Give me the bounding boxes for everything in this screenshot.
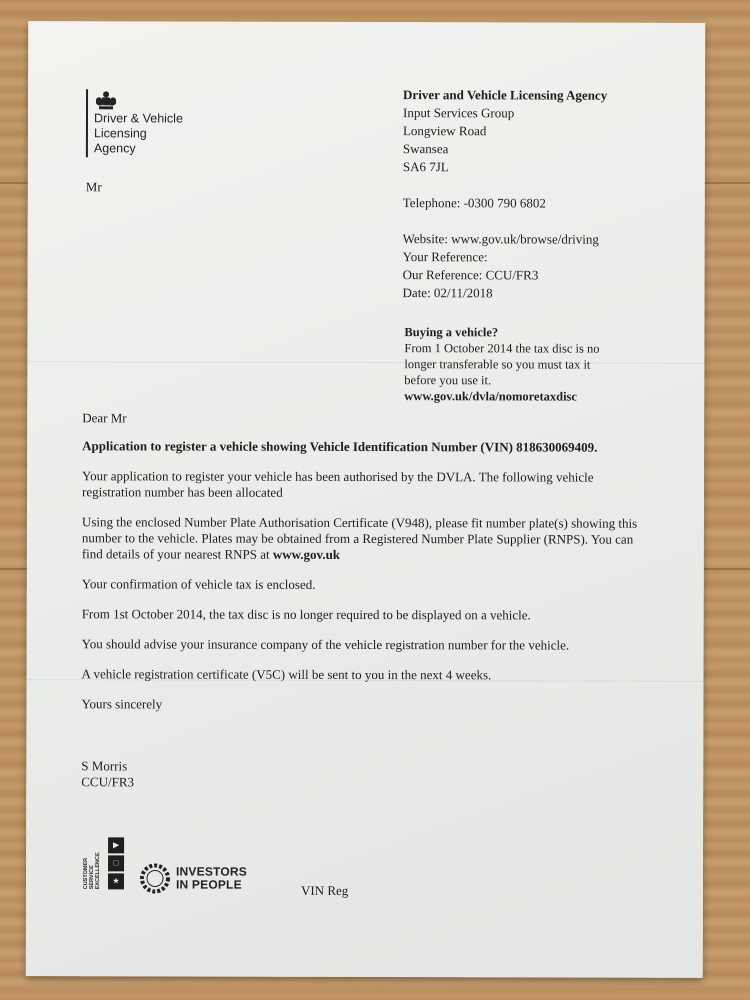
- our-reference: Our Reference: CCU/FR3: [402, 267, 539, 283]
- sender-name: Driver and Vehicle Licensing Agency: [403, 87, 608, 103]
- iip-text: [176, 866, 247, 892]
- logo-text: Driver & Vehicle Licensing Agency: [93, 111, 183, 156]
- customer-service-excellence-badge: [84, 837, 126, 895]
- letter-paper: [26, 21, 705, 978]
- svg-text:CUSTOMER: CUSTOMER: [82, 857, 90, 890]
- logo-rule: [86, 89, 88, 157]
- investors-in-people-logo: [138, 861, 248, 897]
- website: Website: www.gov.uk/browse/driving: [402, 231, 599, 247]
- cse-label: [84, 843, 104, 891]
- cse-mark-icon: □: [108, 855, 124, 871]
- notice-title: Buying a vehicle?: [404, 325, 499, 340]
- recipient: Mr: [85, 179, 102, 195]
- body-paragraph: You should advise your insurance company of the vehicle registration number for the vehicle.: [81, 636, 570, 653]
- iip-line: INVESTORS: [176, 864, 247, 879]
- body-paragraph: From 1st October 2014, the tax disc is no longer required to be displayed on a vehicle.: [81, 606, 531, 623]
- royal-crest-icon: [94, 89, 118, 111]
- closing: Yours sincerely: [81, 696, 163, 712]
- address-line: Input Services Group: [402, 105, 515, 121]
- salutation: Dear Mr: [82, 410, 127, 426]
- notice-link[interactable]: www.gov.uk/dvla/nomoretaxdisc: [404, 389, 578, 404]
- letter-date: Date: 02/11/2018: [402, 285, 493, 301]
- star-icon: ★: [108, 873, 124, 889]
- dvla-logo: [86, 89, 206, 179]
- signature-block: [81, 758, 134, 790]
- svg-text:EXCELLENCE: EXCELLENCE: [94, 852, 102, 890]
- body-paragraph: Your application to register your vehicle has been authorised by the DVLA. The following vehicle registration number has been allocated: [81, 468, 594, 500]
- your-reference: Your Reference:: [402, 249, 488, 265]
- sender-address: [403, 86, 694, 303]
- body-paragraph: Your confirmation of vehicle tax is enclosed.: [81, 576, 316, 592]
- postcode: SA6 7JL: [402, 159, 449, 175]
- signatory-ref: CCU/FR3: [81, 774, 135, 790]
- letter-body: [81, 410, 652, 727]
- tax-disc-notice: [404, 324, 644, 405]
- cse-icons: [108, 837, 124, 891]
- address-line: Longview Road: [402, 123, 487, 139]
- rnps-link[interactable]: www.gov.uk: [272, 546, 341, 562]
- play-icon: ▶: [108, 837, 124, 853]
- svg-text:SERVICE: SERVICE: [88, 865, 96, 890]
- laurel-ring-icon: [138, 861, 172, 895]
- notice-line: before you use it.: [404, 373, 492, 388]
- signatory-name: S Morris: [81, 758, 128, 774]
- notice-line: From 1 October 2014 the tax disc is no: [404, 341, 600, 356]
- body-text: Using the enclosed Number Plate Authorisation Certificate (V948), please fit number plate(s) showing this number to the vehicle. Plates may be obtained from a Registered Number Plate Supplier (RNPS). You can find details of your nearest RNPS at: [81, 514, 638, 562]
- iip-line: IN PEOPLE: [175, 877, 242, 892]
- notice-line: longer transferable so you must tax it: [404, 357, 591, 372]
- subject-line: Application to register a vehicle showing Vehicle Identification Number (VIN) 818630069409.: [82, 438, 598, 455]
- body-paragraph: A vehicle registration certificate (V5C) will be sent to you in the next 4 weeks.: [81, 666, 492, 683]
- vin-reg-label: VIN Reg: [300, 882, 349, 898]
- telephone: Telephone: -0300 790 6802: [402, 195, 546, 211]
- body-paragraph: [82, 514, 652, 563]
- address-line: Swansea: [402, 141, 449, 157]
